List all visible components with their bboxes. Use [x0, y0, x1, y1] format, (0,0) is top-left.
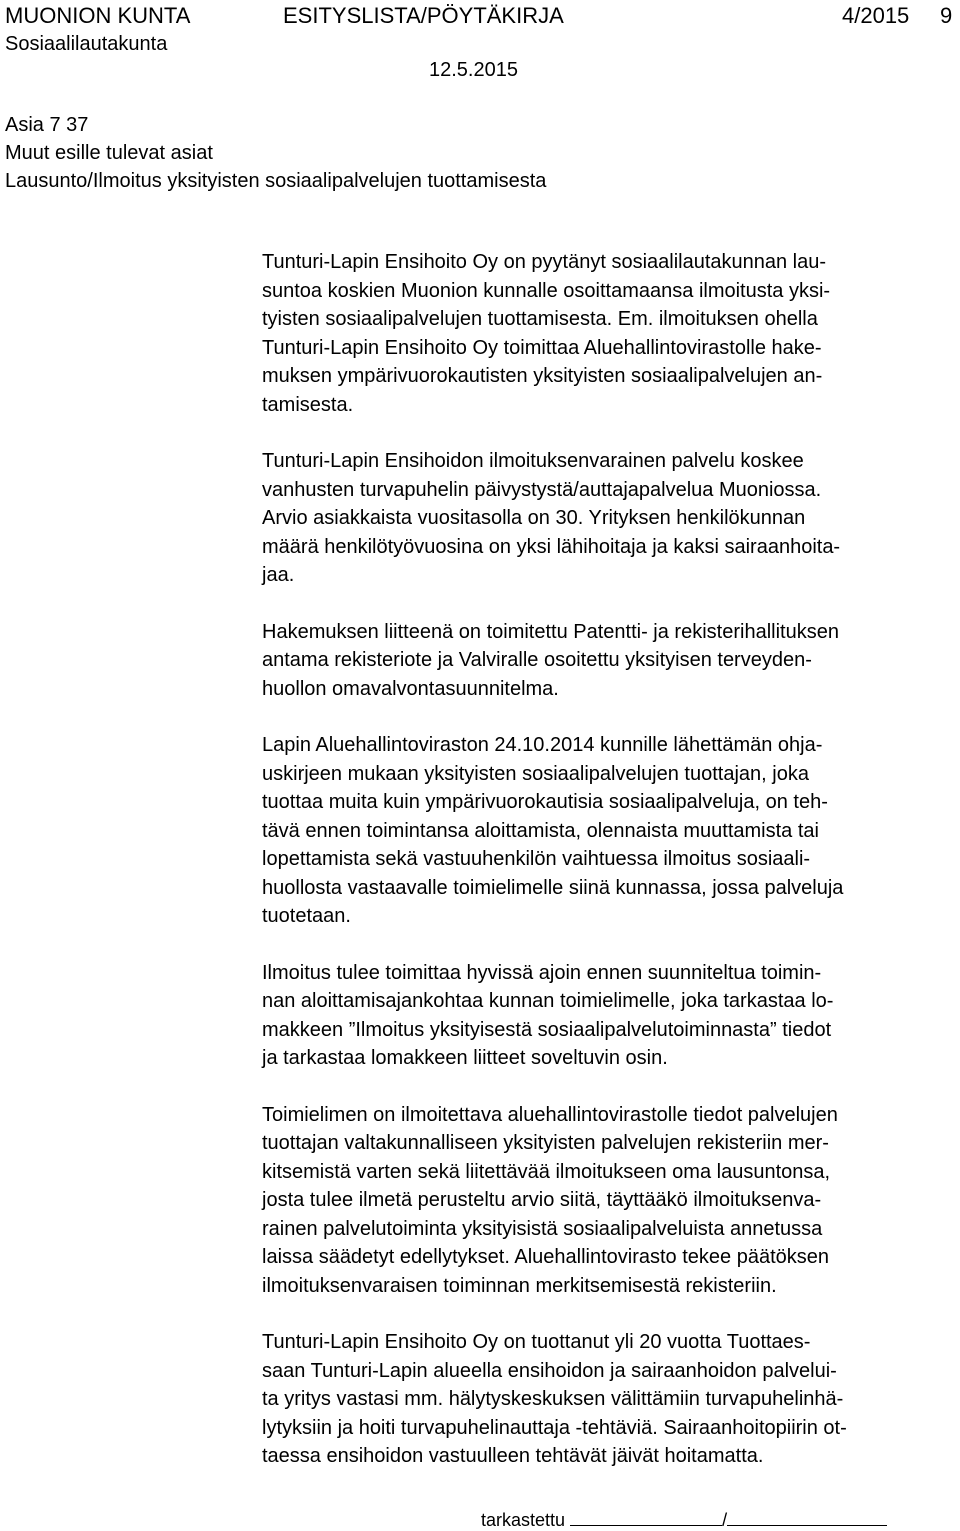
paragraph-line: taessa ensihoidon vastuulleen tehtävät jäivät hoitamatta.: [262, 1445, 764, 1467]
paragraph-line: huollon omavalvontasuunnitelma.: [262, 677, 559, 700]
paragraph-line: tuotetaan.: [262, 905, 351, 927]
paragraph-line: Lapin Aluehallintoviraston 24.10.2014 kunnille lähettämän ohja-: [262, 734, 823, 756]
paragraph-line: huollosta vastaavalle toimielimelle siinä kunnassa, jossa palveluja: [262, 876, 844, 899]
paragraph-line: makkeen ”Ilmoitus yksityisestä sosiaalipalvelutoiminnasta” tiedot: [262, 1018, 832, 1041]
agenda-heading: [5, 111, 546, 195]
paragraph-line: Tunturi-Lapin Ensihoito Oy on tuottanut yli 20 vuotta Tuottaes-: [262, 1331, 811, 1353]
paragraph-line: ta yritys vastasi mm. hälytyskeskuksen välittämiin turvapuhelinhä-: [262, 1388, 844, 1410]
board-name: Sosiaalilautakunta: [5, 33, 168, 55]
paragraph: [262, 618, 960, 704]
paragraph-line: tävä ennen toimintansa aloittamista, olennaista muuttamista tai: [262, 819, 819, 842]
municipality-name: MUONION KUNTA: [5, 3, 191, 28]
paragraph-line: uskirjeen mukaan yksityisten sosiaalipalvelujen tuottajan, joka: [262, 762, 809, 785]
agenda-category: Muut esille tulevat asiat: [5, 142, 213, 164]
meeting-date: 12.5.2015: [429, 59, 518, 81]
paragraph: [262, 731, 960, 931]
paragraph-line: tamisesta.: [262, 393, 354, 416]
document-number: 4/2015: [842, 3, 910, 28]
document-type: ESITYSLISTA/PÖYTÄKIRJA: [283, 3, 564, 28]
paragraph: [262, 447, 960, 590]
paragraph-line: josta tulee ilmetä perusteltu arvio siitä, täyttääkö ilmoituksenva-: [262, 1189, 822, 1211]
paragraph-line: ilmoituksenvaraisen toiminnan merkitsemisestä rekisteriin.: [262, 1274, 777, 1297]
paragraph-line: rainen palvelutoiminta yksityisistä sosiaalipalveluista annetussa: [262, 1217, 823, 1240]
paragraph-line: laissa säädetyt edellytykset. Aluehallintovirasto tekee päätöksen: [262, 1246, 830, 1268]
paragraph-line: lytyksiin ja hoiti turvapuhelinauttaja -tehtäviä. Sairaanhoitopiirin ot-: [262, 1416, 847, 1439]
signature-separator: /: [722, 1510, 728, 1530]
paragraph-line: Tunturi-Lapin Ensihoito Oy on pyytänyt sosiaalilautakunnan lau-: [262, 251, 827, 273]
signature-line-1: [570, 1508, 722, 1526]
review-signature: [481, 1508, 887, 1531]
paragraph-line: vanhusten turvapuhelin päivystystä/auttajapalvelua Muoniossa.: [262, 478, 822, 501]
paragraph-line: Hakemuksen liitteenä on toimitettu Patentti- ja rekisterihallituksen: [262, 620, 839, 643]
paragraph-line: saan Tunturi-Lapin alueella ensihoidon ja sairaanhoidon palvelui-: [262, 1359, 837, 1382]
paragraph-line: Tunturi-Lapin Ensihoidon ilmoituksenvarainen palvelu koskee: [262, 450, 804, 472]
paragraph: [262, 1101, 960, 1301]
paragraph-line: Toimielimen on ilmoitettava aluehallintovirastolle tiedot palvelujen: [262, 1103, 838, 1126]
page-number: 9: [940, 3, 953, 28]
paragraph-line: Arvio asiakkaista vuositasolla on 30. Yrityksen henkilökunnan: [262, 507, 806, 529]
paragraph-line: Ilmoitus tulee toimittaa hyvissä ajoin ennen suunniteltua toimin-: [262, 961, 822, 984]
paragraph-line: lopettamista sekä vastuuhenkilön vaihtuessa ilmoitus sosiaali-: [262, 848, 811, 870]
paragraph-line: suntoa koskien Muonion kunnalle osoittamaansa ilmoitusta yksi-: [262, 279, 831, 302]
paragraph-line: jaa.: [262, 564, 295, 586]
document-body: [262, 248, 960, 1499]
paragraph-line: kitsemistä varten sekä liitettävää ilmoitukseen oma lausuntonsa,: [262, 1160, 831, 1183]
paragraph-line: Tunturi-Lapin Ensihoito Oy toimittaa Aluehallintovirastolle hake-: [262, 336, 822, 359]
signature-line-2: [727, 1508, 887, 1526]
paragraph-line: määrä henkilötyövuosina on yksi lähihoitaja ja kaksi sairaanhoita-: [262, 535, 841, 558]
paragraph: [262, 248, 960, 419]
agenda-title: Lausunto/Ilmoitus yksityisten sosiaalipalvelujen tuottamisesta: [5, 170, 547, 192]
paragraph-line: ja tarkastaa lomakkeen liitteet soveltuvin osin.: [262, 1047, 668, 1069]
reviewed-label: tarkastettu: [481, 1510, 566, 1530]
paragraph-line: tuottaa muita kuin ympärivuorokautisia sosiaalipalveluja, on teh-: [262, 791, 828, 813]
paragraph: [262, 1328, 960, 1471]
paragraph-line: antama rekisteriote ja Valviralle osoitettu yksityisen terveyden-: [262, 649, 812, 671]
paragraph-line: tuottajan valtakunnalliseen yksityisten palvelujen rekisteriin mer-: [262, 1132, 829, 1154]
paragraph-line: tyisten sosiaalipalvelujen tuottamisesta. Em. ilmoituksen ohella: [262, 308, 818, 330]
paragraph-line: muksen ympärivuorokautisten yksityisten sosiaalipalvelujen an-: [262, 365, 823, 387]
paragraph: [262, 959, 960, 1073]
agenda-item-number: Asia 7 37: [5, 114, 89, 136]
paragraph-line: nan aloittamisajankohtaa kunnan toimielimelle, joka tarkastaa lo-: [262, 990, 834, 1012]
